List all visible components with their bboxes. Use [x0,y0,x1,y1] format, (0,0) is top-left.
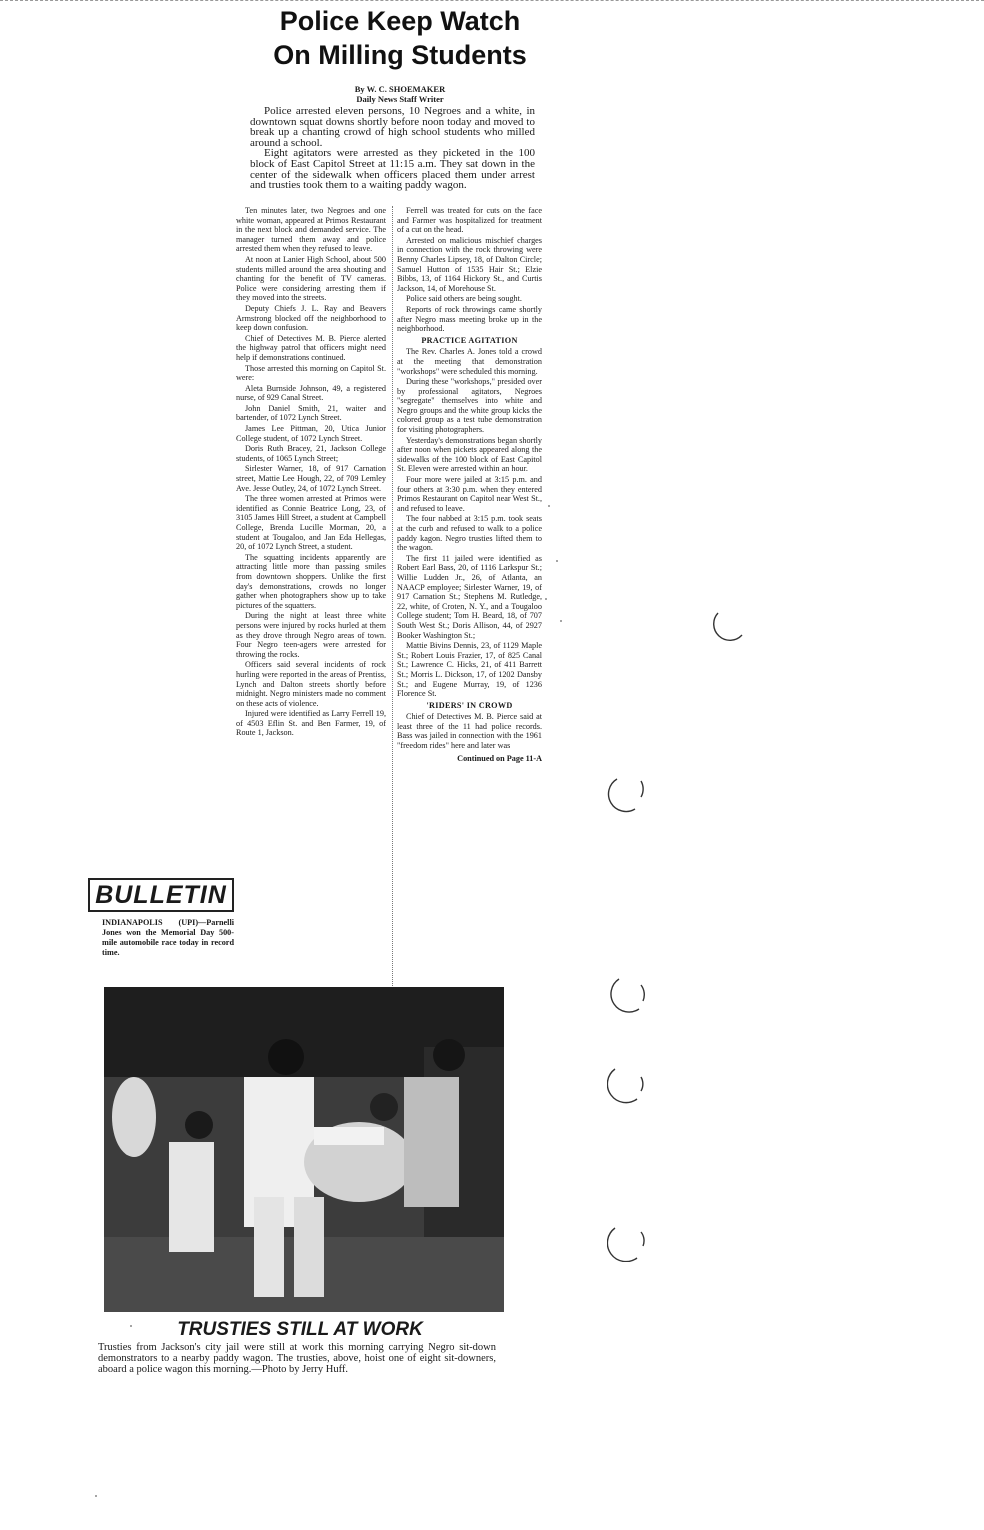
news-photo [104,987,504,1312]
article-paragraph: The first 11 jailed were identified as Robert Earl Bass, 20, of 1116 Larkspur St.; Willie Ludden Jr., 26, of Atlanta, an NAACP employee; Sirlester Warner, 19, of 917 Carnation St.; Stephens M. Rutledge, 22, white, of Croten, N. Y., and a Tougaloo College student; Tom H. Beard, 18, of 707 South West St.; Doris Allison, 44, of 2927 Booker Washington St.; [397,553,542,640]
subhead-riders-in-crowd: 'RIDERS' IN CROWD [426,700,513,710]
article-paragraph: Police said others are being sought. [406,294,522,304]
article-paragraph: The squatting incidents apparently are attracting little more than passing smiles from downtown shoppers. Unlike the first day's demonstrations, crowds no longer gather when photographers show up to take pictures of the squatters. [236,552,386,610]
scan-speck [545,598,547,600]
scan-speck [548,505,550,507]
continued-note: Continued on Page 11-A [457,753,542,763]
scan-speck [130,1325,132,1327]
subhead-practice-agitation: PRACTICE AGITATION [421,335,518,345]
article-paragraph: The three women arrested at Primos were identified as Connie Beatrice Long, 23, of 3105 James Hill Street, a student at Campbell College, Brenda Lucille Morman, 20, a student at Tougaloo, and Jan Eda Hellegas, 20, of 1072 Lynch Street, a student. [236,494,386,552]
headline [250,4,550,72]
bulletin-box [88,878,234,958]
article-paragraph: Officers said several incidents of rock hurling were reported in the areas of Prentiss, Lynch and Dalton streets shortly before midnight. Negro ministers made no comment on these acts of violence. [236,660,386,708]
binder-hole-mark [607,1222,647,1262]
article-paragraph: Injured were identified as Larry Ferrell 19, of 4503 Eflin St. and Ben Farmer, 19, of Route 1, Jackson. [236,709,386,738]
article-paragraph: Those arrested this morning on Capitol St. were: [236,363,386,383]
article-paragraph: The four nabbed at 3:15 p.m. took seats at the curb and refused to walk to a police paddy kagon. Negro trusties lifted them to the wagon. [397,514,542,553]
article-column-right [392,206,542,992]
headline-line-2: On Milling Students [273,40,527,70]
lead-paragraph: Eight agitators were arrested as they picketed in the 100 block of East Capitol Street at 11:15 a.m. They sat down in the center of the sidewalk when officers placed them under arrest and trusties took them to a waiting paddy wagon. [250,147,535,192]
article-paragraph: Mattie Bivins Dennis, 23, of 1129 Maple St.; Robert Louis Frazier, 17, of 825 Canal St.; Lawrence C. Hicks, 21, of 411 Barrett St.; Morris L. Dickson, 17, of 1202 Dansby St.; and Eugene Murray, 19, of 1236 Florence St. [397,641,542,699]
article-paragraph: Chief of Detectives M. B. Pierce said at least three of the 11 had police records. Bass was jailed in connection with the 1961 "freedom rides" here and later was [397,712,542,751]
lead-paragraphs [250,106,535,191]
article-paragraph: James Lee Pittman, 20, Utica Junior College student, of 1072 Lynch Street. [236,424,386,443]
article-paragraph: John Daniel Smith, 21, waiter and bartender, of 1072 Lynch Street. [236,403,386,423]
article-paragraph: The Rev. Charles A. Jones told a crowd at the meeting that demonstration "workshops" were scheduled this morning. [397,347,542,376]
article-paragraph: Sirlester Warner, 18, of 917 Carnation street, Mattie Lee Hough, 22, of 709 Lemley Ave. Jesse Outley, 24, of 1072 Lynch Street. [236,464,386,493]
article-paragraph: During these "workshops," presided over by professional agitators, Negroes "segregate" themselves into white and Negro groups and the white group kicks the colored group as a test tube demonstration for visiting photographers. [397,377,542,435]
headline-line-1: Police Keep Watch [279,6,521,36]
photo-caption-head: TRUSTIES STILL AT WORK [177,1319,423,1340]
byline [250,84,550,104]
article-paragraph: Ferrell was treated for cuts on the face and Farmer was hospitalized for treatment of a cut on the head. [397,206,542,235]
binder-hole-mark [607,1065,647,1105]
binder-hole-mark [607,775,647,815]
article-paragraph: Yesterday's demonstrations began shortly after noon when pickets appeared along the sidewalks of the 100 block of East Capitol St. Eleven were arrested within an hour. [397,435,542,474]
article-paragraph: Arrested on malicious mischief charges in connection with the rock throwing were Benny Charles Lipsey, 18, of Dalton Circle; Samuel Hutton of 1535 Hair St.; Elzie Bibbs, 13, of 1164 Hickory St., and Curtis Jackson, 14, of Morehouse St. [397,235,542,293]
article-paragraph: At noon at Lanier High School, about 500 students milled around the area shouting and chanting for the benefit of TV cameras. Police were considering arresting them if they moved into the streets. [236,254,386,303]
article-column-left [236,206,386,992]
binder-hole-mark [607,975,647,1015]
article-paragraph: Deputy Chiefs J. L. Ray and Beavers Armstrong blocked off the neighborhood to keep down confusion. [236,303,386,333]
article-paragraph: Four more were jailed at 3:15 p.m. and four others at 3:30 p.m. when they entered Primos Restaurant on Capitol near West St., and refused to leave. [397,475,542,513]
byline-author: By W. C. SHOEMAKER [354,84,446,94]
scan-speck [556,560,558,562]
article-paragraph: Doris Ruth Bracey, 21, Jackson College students, of 1065 Lynch Street; [236,444,386,463]
photo-illustration [104,987,504,1312]
photo-caption: Trusties from Jackson's city jail were still at work this morning carrying Negro sit-down demonstrators to a nearby paddy wagon. The trusties, above, hoist one of eight sit-downers, aboard a police wagon this morning.—Photo by Jerry Huff. [98,1342,496,1375]
article-paragraph: Aleta Burnside Johnson, 49, a registered nurse, of 929 Canal Street. [236,383,386,403]
article-paragraph: Ten minutes later, two Negroes and one white woman, appeared at Primos Restaurant in the next block and demanded service. The manager turned them away and police arrested them when they refused to leave. [236,206,386,254]
byline-role: Daily News Staff Writer [356,94,444,104]
lead-paragraph: Police arrested eleven persons, 10 Negroes and a white, in downtown squat downs shortly before noon today and moved to break up a chanting crowd of high school students who milled around a school. [250,105,535,149]
article-paragraph: Reports of rock throwings came shortly after Negro mass meeting broke up in the neighborhood. [397,304,542,334]
article-paragraph: Chief of Detectives M. B. Pierce alerted the highway patrol that officers might need help if demonstrations continued. [236,333,386,362]
bulletin-text: INDIANAPOLIS (UPI)—Parnelli Jones won the Memorial Day 500-mile automobile race today in record time. [102,918,234,957]
bulletin-title: BULLETIN [88,878,234,912]
article-paragraph: During the night at least three white persons were injured by rocks hurled at them as they drove through Negro areas of town. Four Negro teen-agers were arrested for throwing the rocks. [236,611,386,659]
binder-hole-mark [710,605,750,645]
scan-speck [95,1495,97,1497]
scan-speck [560,620,562,622]
